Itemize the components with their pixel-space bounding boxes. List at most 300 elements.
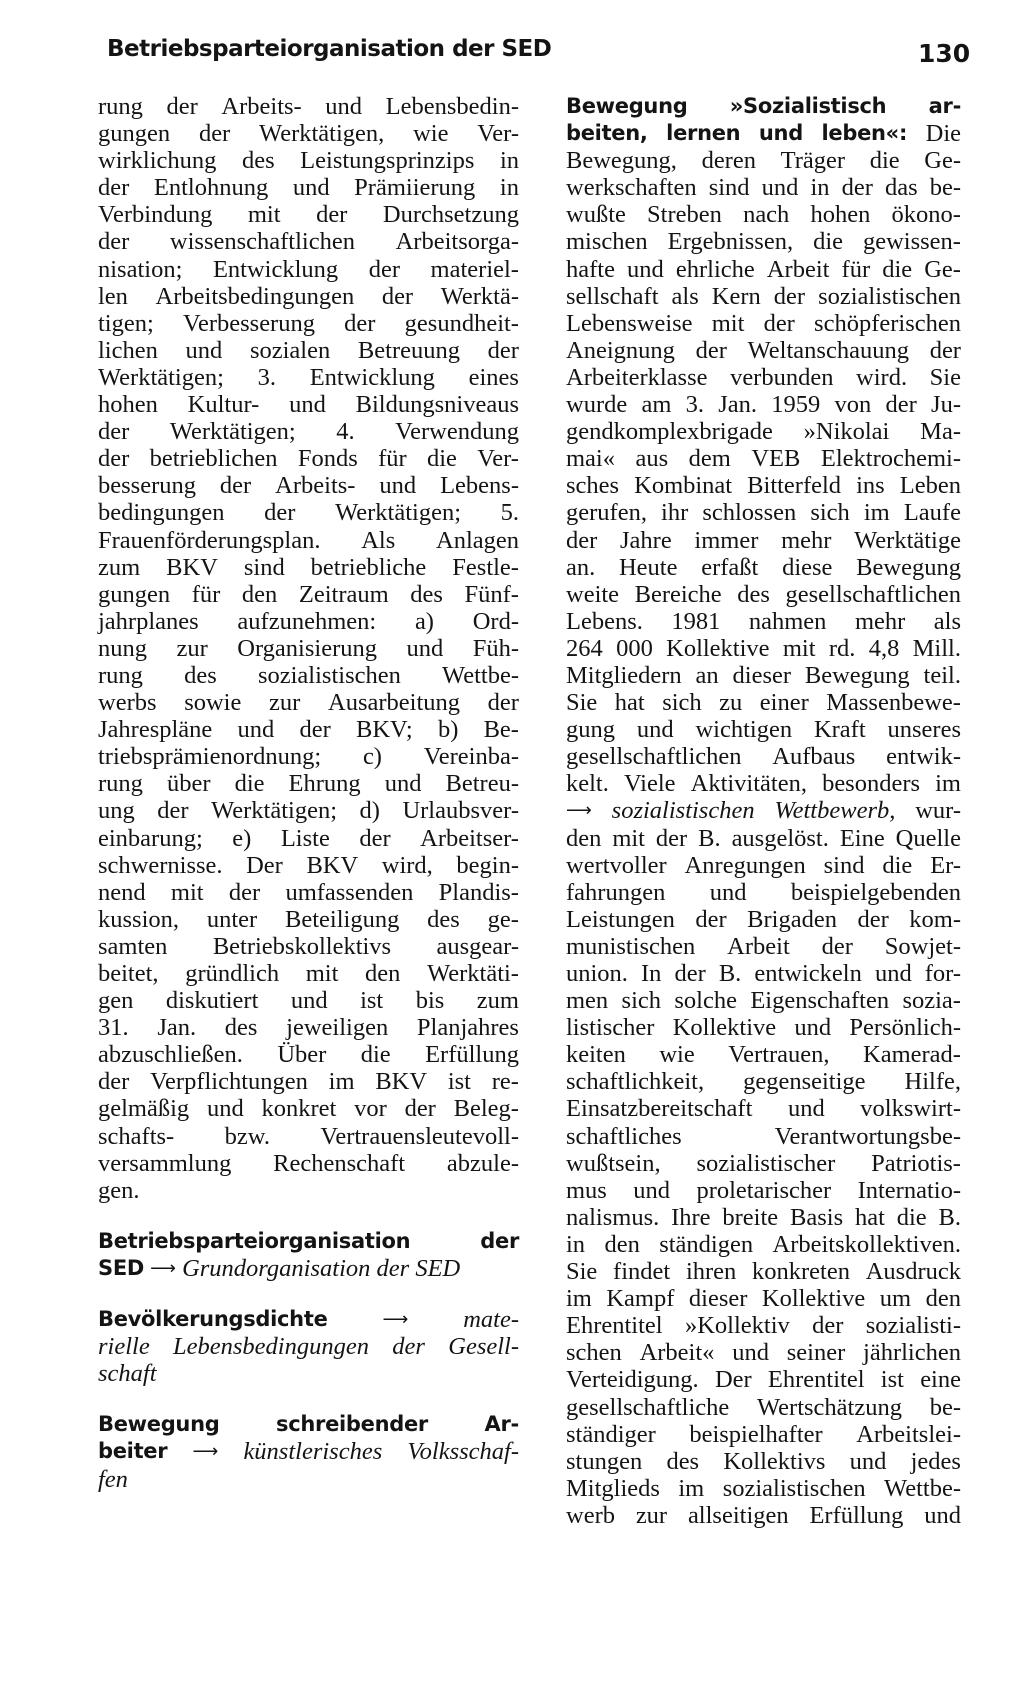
word: zur [176,634,208,662]
word: entwickeln [754,960,862,987]
word: der [299,716,331,744]
word: am [641,391,672,419]
word: Plandis- [438,878,519,906]
word: unter [206,905,258,933]
text-line [566,1502,961,1529]
text-line [98,1333,519,1360]
word: rd. [828,634,856,662]
word: Er- [930,851,961,879]
text-line [566,825,961,852]
word: zum [476,987,519,1015]
text-line [566,770,961,797]
text-line [566,256,961,283]
word: vor [354,1095,387,1123]
word: und [237,716,275,744]
word: und [290,987,328,1015]
word: Be- [483,716,519,744]
word: des [737,580,770,608]
word: Ehrung [288,770,361,798]
word: nach [743,201,790,229]
word: sich [810,499,850,527]
text-line [98,852,519,879]
word: Ord- [472,607,519,635]
word: und [185,336,223,364]
word: kussion, [98,905,180,933]
word: allseitigen [687,1501,789,1529]
word: Ihre [671,1203,711,1231]
word: Fonds [297,445,358,473]
word: c) [362,743,382,771]
word: Sie [566,1258,598,1286]
entry-term: Bewegung [98,1412,220,1437]
word: Elektrochemi- [820,445,961,473]
word: Entlohnung [153,174,269,202]
word: Erfüllung [425,1041,519,1069]
word: kelt. [566,770,609,798]
word: Kollektivs [723,1447,826,1475]
word: der [98,418,130,446]
word: des [410,580,443,608]
word: hat [614,689,645,717]
word: mit [782,634,816,662]
word: Ge- [924,255,961,283]
word: Werktätigen; [335,499,461,527]
word: des [427,905,460,933]
word: Aneignung [566,336,675,364]
word: jeweiligen [286,1014,389,1042]
word: beitet, [98,960,159,987]
word: Betriebskollektivs [212,932,392,960]
text-line [98,608,519,635]
word: Frauenförderungsplan. [98,526,321,554]
word: und [406,634,444,662]
text-line [98,662,519,689]
text-line [98,716,519,743]
text-line [566,1448,961,1475]
cross-reference: fen [98,1465,128,1493]
entry-term: beiten, [566,121,648,146]
text-line [98,1255,519,1282]
word: Kollektive [672,1014,777,1042]
word: ständigen [659,1230,754,1258]
word: und [636,716,674,744]
word: Mitglieds [566,1474,660,1502]
word: ihren [685,1258,737,1286]
word: Verantwortungsbe- [774,1122,961,1150]
word: diskutiert [165,987,259,1015]
word: Ehrentitel [566,1312,663,1340]
word: sowie [184,689,242,717]
text-line [566,689,961,716]
entry-term: beiter [98,1439,168,1464]
entry-term: Ar- [484,1412,519,1437]
text-line [566,391,961,418]
word: Ergebnissen, [667,228,794,256]
word: ung [98,797,135,825]
word: Quelle [895,824,961,852]
text-line [98,1306,519,1333]
word: werb [566,1501,615,1529]
entry-spacer [98,1204,519,1228]
word: aus [635,445,669,473]
text-line [566,1394,961,1421]
word: weite [566,580,620,608]
word: ge- [487,905,519,933]
word: betrieblichen [149,445,278,473]
word: im [678,1474,705,1502]
entry-term: Bevölkerungsdichte [98,1307,328,1332]
word: sozialistischen [257,661,401,689]
word: wurde [566,391,628,419]
word: Jan. [157,1014,197,1042]
text-line [566,1177,961,1204]
text-line [98,174,519,201]
text-line [98,93,519,120]
word: Vertrauensleutevoll- [320,1122,519,1150]
text-line [566,933,961,960]
text-line [98,825,519,852]
word: hafte [566,255,615,283]
word: Bitterfeld [747,472,842,500]
text-line [98,1438,519,1465]
word: Bewegung [856,553,961,581]
word: das [884,174,918,202]
word: Arbeitslei- [856,1420,961,1448]
word: Arbeits- [221,93,302,120]
word: Über [277,1041,327,1069]
word: Arbeit« [639,1339,715,1367]
text-line [566,147,961,174]
text-line [98,283,519,310]
text-line [566,1312,961,1339]
word: der [566,526,598,554]
word: hohen [98,391,158,419]
word: wie [413,120,449,148]
word: BKV [306,851,359,879]
word: gen. [98,1176,140,1204]
text-line [566,662,961,689]
word: der [228,878,261,906]
word: den [365,960,401,987]
word: sozialistischen [818,282,961,310]
text-line [566,1366,961,1393]
word: Organisierung [237,634,377,662]
word: und [627,255,664,283]
text-line [98,1041,519,1068]
word: deren [701,147,756,175]
word: entwik- [886,743,961,771]
word: a) [414,607,434,635]
word: Lebens. [566,607,643,635]
text-line [566,879,961,906]
word: 1981 [671,607,721,635]
word: Anregungen [684,851,806,879]
word: Jahre [620,526,672,554]
word: die [882,255,913,283]
text-line [98,1123,519,1150]
text-line [566,1204,961,1231]
text-line [98,1095,519,1122]
word: keiten [566,1041,626,1069]
word: fahrungen [566,878,666,906]
word: Wettbe- [884,1474,961,1502]
word: nisation; [98,255,183,283]
word: und [732,1339,769,1367]
word: Arbeit [727,932,790,960]
word: solche [674,987,737,1015]
word: abzule- [446,1149,519,1177]
text-line [566,1041,961,1068]
word: Kraft [813,716,866,744]
word: gründlich [185,960,280,987]
entry-term: ar- [928,94,961,118]
word: sind [708,174,750,202]
word: Vertrauen, [728,1041,830,1069]
word: der [821,932,853,960]
word: e) [232,824,252,852]
word: Jahrespläne [98,716,213,744]
word: der [316,201,348,229]
text-line [98,689,519,716]
word: Verwendung [395,418,519,446]
word: Verteidigung. [566,1366,699,1394]
word: verbunden [730,363,834,391]
text-line [566,228,961,255]
word: der [98,228,130,256]
text-line [566,201,961,228]
word: gesellschaftliche [566,1393,730,1421]
word: der [344,309,376,337]
word: Internatio- [857,1176,961,1204]
word: gerufen, [566,499,647,527]
word: Bewegung [804,661,910,689]
word: dem [688,445,731,473]
word: Ausarbeitung [328,689,460,717]
word: Prämiierung [354,174,476,202]
word: beispielgebenden [790,878,961,906]
word: der [368,255,400,283]
word: den [241,580,278,608]
word: wichtigen [695,716,793,744]
word: der [695,336,727,364]
text-line [566,581,961,608]
word: Als [361,526,396,554]
word: Kultur- [187,391,260,419]
word: gungen [98,580,171,608]
entry-term: Betriebsparteiorganisation [98,1228,411,1253]
word: als [671,282,699,310]
word: eines [468,363,519,391]
word: Der [246,851,283,879]
word: der [655,824,688,852]
word: jedes [910,1447,961,1475]
word: abzuschließen. [98,1041,243,1069]
word: der [381,282,414,310]
text-line [98,933,519,960]
word: Arbeitser- [420,824,519,852]
word: Werktätigen; [98,363,224,391]
word: Lebens- [440,472,519,500]
entry-term: der [480,1228,519,1253]
text-line [98,770,519,797]
text-line [98,499,519,526]
entry-spacer [98,1282,519,1306]
right-column [566,93,961,1529]
word: Sie [566,689,598,717]
word: mit [247,201,281,229]
word: VEB [751,445,801,473]
word: Beteiligung [285,905,400,933]
word: der [359,824,391,852]
word: für [191,580,221,608]
word: und [874,960,912,987]
word: B. [698,824,721,852]
text-line [566,93,961,120]
word: volkswirt- [860,1095,961,1123]
text-line [566,445,961,472]
word: schafts- [98,1122,175,1150]
word: Patriotis- [871,1149,961,1177]
word: findet [613,1258,671,1286]
word: wur- [915,797,961,825]
word: zum [98,553,141,581]
word: Einsatzbereitschaft [566,1095,753,1123]
word: Beleg- [453,1095,519,1123]
word: und [325,93,363,120]
word: Brigaden [747,905,837,933]
text-line [566,635,961,662]
word: In [641,960,662,987]
word: stungen [566,1447,643,1475]
text-line [98,987,519,1014]
word: zur [269,689,301,717]
word: sozialistischer [696,1149,836,1177]
word: mit [711,309,745,337]
word: und [379,472,417,500]
word: lichen [98,336,158,364]
text-line [98,554,519,581]
word: wird. [856,363,908,391]
word: rung [98,770,143,798]
word: der [487,689,519,717]
cross-reference: rielle [98,1333,150,1361]
text-line [566,364,961,391]
left-column [98,93,519,1493]
word: ausgear- [436,932,519,960]
cross-reference: mate- [463,1306,519,1334]
word: des [666,1447,700,1475]
word: nend [98,878,146,906]
word: Aktivitäten, [690,770,807,798]
text-line [98,1411,519,1438]
word: Arbeitsbedingungen [155,282,355,310]
text-line [566,1095,961,1122]
word: der [929,336,961,364]
word: an. [566,553,596,581]
word: Urlaubsver- [402,797,519,825]
word: als [933,607,961,635]
text-line [566,1123,961,1150]
word: gung [566,716,615,744]
text-line [566,1068,961,1095]
word: breite [722,1203,779,1231]
word: sozialistischen [722,1474,866,1502]
cross-reference: Wettbewerb, [774,797,896,825]
word: seiner [786,1339,846,1367]
text-line [98,1150,519,1177]
text-line [566,418,961,445]
word: der [264,499,296,527]
word: Werktäti- [427,960,519,987]
word: Ge- [924,147,961,175]
word: versammlung [98,1149,232,1177]
cross-reference: schaft [98,1360,157,1388]
word: for- [924,960,961,987]
word: 3. [257,363,276,391]
word: BKV; [356,716,413,744]
word: bis [415,987,445,1015]
word: samten [98,932,168,960]
text-line [566,1231,961,1258]
text-line [566,1258,961,1285]
text-line [98,310,519,337]
word: Weltanschauung [747,336,909,364]
entry-term: Bewegung [566,94,688,118]
word: diese [782,553,833,581]
word: Streben [647,201,722,229]
word: begin- [456,851,519,879]
word: der [166,93,198,120]
word: zur [635,1501,668,1529]
word: Verbesserung [182,309,315,337]
text-line [98,1014,519,1041]
word: mus [566,1176,607,1204]
word: der [885,391,917,419]
word: zu [719,689,743,717]
word: 4,8 [868,634,900,662]
word: Arbeits- [275,472,356,500]
word: der [674,960,706,987]
word: von [834,391,872,419]
word: munistischen [566,932,696,960]
word: betriebliche [310,553,427,581]
word: sozialisti- [865,1312,961,1340]
word: B. [718,960,742,987]
word: men [566,987,609,1015]
text-line [98,391,519,418]
word: mehr [781,526,832,554]
text-line [98,960,519,987]
word: und [709,878,747,906]
word: tigen; [98,309,154,337]
text-line [98,906,519,933]
word: 3. [685,391,705,419]
word: Kollektive [761,1285,866,1313]
word: der [98,445,130,473]
text-line [566,960,961,987]
cross-reference: Grundorganisation [182,1254,371,1282]
text-line [566,797,961,824]
word: Festle- [452,553,519,581]
word: Entwicklung [212,255,339,283]
word: BKV [166,553,218,581]
word: der [487,336,519,364]
word: mit [170,878,204,906]
text-line [98,635,519,662]
word: schaftliches [566,1122,682,1150]
word: die [882,851,913,879]
word: wirklichung [98,147,217,175]
